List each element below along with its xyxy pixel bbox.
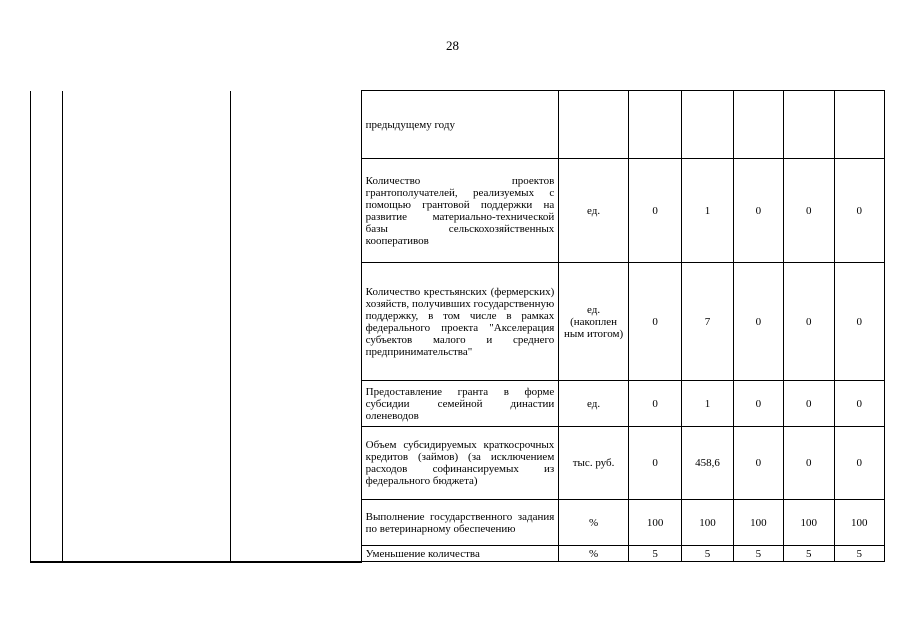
indicator-value [628, 91, 681, 159]
indicator-value: 0 [784, 427, 834, 500]
indicator-value [682, 91, 733, 159]
indicator-value: 0 [733, 427, 783, 500]
indicator-unit: % [559, 546, 629, 562]
blank-column-2 [63, 91, 230, 562]
indicator-value: 1 [682, 381, 733, 427]
blank-column-1 [31, 91, 63, 562]
indicator-value: 5 [628, 546, 681, 562]
indicator-value: 100 [834, 500, 885, 546]
table-row [31, 91, 885, 159]
indicator-description: Количество крестьянских (фермерских) хозяйств, получивших государственную поддержку, в том числе в рамках федерального проекта "Акселерация субъектов малого и среднего предпринимательства" [361, 263, 559, 381]
indicator-description: Количество проектов грантополучателей, реализуемых с помощью грантовой поддержки на развитие материально-технической базы сельскохозяйственных кооперативов [361, 159, 559, 263]
indicator-value: 0 [628, 427, 681, 500]
indicator-unit: тыс. руб. [559, 427, 629, 500]
page-number: 28 [446, 38, 459, 53]
indicator-value: 0 [784, 159, 834, 263]
indicator-value [733, 91, 783, 159]
indicator-unit: % [559, 500, 629, 546]
indicator-value: 100 [682, 500, 733, 546]
indicator-value: 0 [733, 263, 783, 381]
indicator-value: 5 [834, 546, 885, 562]
blank-column-3 [230, 91, 361, 562]
indicator-value: 5 [682, 546, 733, 562]
indicator-value: 0 [834, 263, 885, 381]
indicator-value: 100 [784, 500, 834, 546]
indicator-value: 458,6 [682, 427, 733, 500]
indicator-unit: ед. [559, 159, 629, 263]
indicator-value: 1 [682, 159, 733, 263]
indicator-value: 0 [834, 381, 885, 427]
indicator-value: 0 [784, 381, 834, 427]
indicator-description: Уменьшение количества [361, 546, 559, 562]
indicator-unit: ед. [559, 381, 629, 427]
indicator-description: предыдущему году [361, 91, 559, 159]
indicator-value: 100 [628, 500, 681, 546]
indicator-value: 0 [834, 159, 885, 263]
indicator-value: 100 [733, 500, 783, 546]
indicators-table [30, 90, 885, 563]
indicator-unit [559, 91, 629, 159]
indicator-value: 0 [628, 381, 681, 427]
indicator-value: 0 [733, 381, 783, 427]
indicator-value: 0 [733, 159, 783, 263]
indicator-value: 0 [784, 263, 834, 381]
indicator-description: Предоставление гранта в форме субсидии семейной династии оленеводов [361, 381, 559, 427]
indicator-value: 0 [628, 159, 681, 263]
indicator-value: 7 [682, 263, 733, 381]
indicator-value [834, 91, 885, 159]
indicator-unit: ед. (накоплен ным итогом) [559, 263, 629, 381]
indicator-value: 5 [733, 546, 783, 562]
indicator-description: Объем субсидируемых краткосрочных кредитов (займов) (за исключением расходов софинансируемых из федерального бюджета) [361, 427, 559, 500]
indicator-value: 0 [834, 427, 885, 500]
indicator-value: 5 [784, 546, 834, 562]
indicator-description: Выполнение государственного задания по ветеринарному обеспечению [361, 500, 559, 546]
indicator-value: 0 [628, 263, 681, 381]
indicator-value [784, 91, 834, 159]
